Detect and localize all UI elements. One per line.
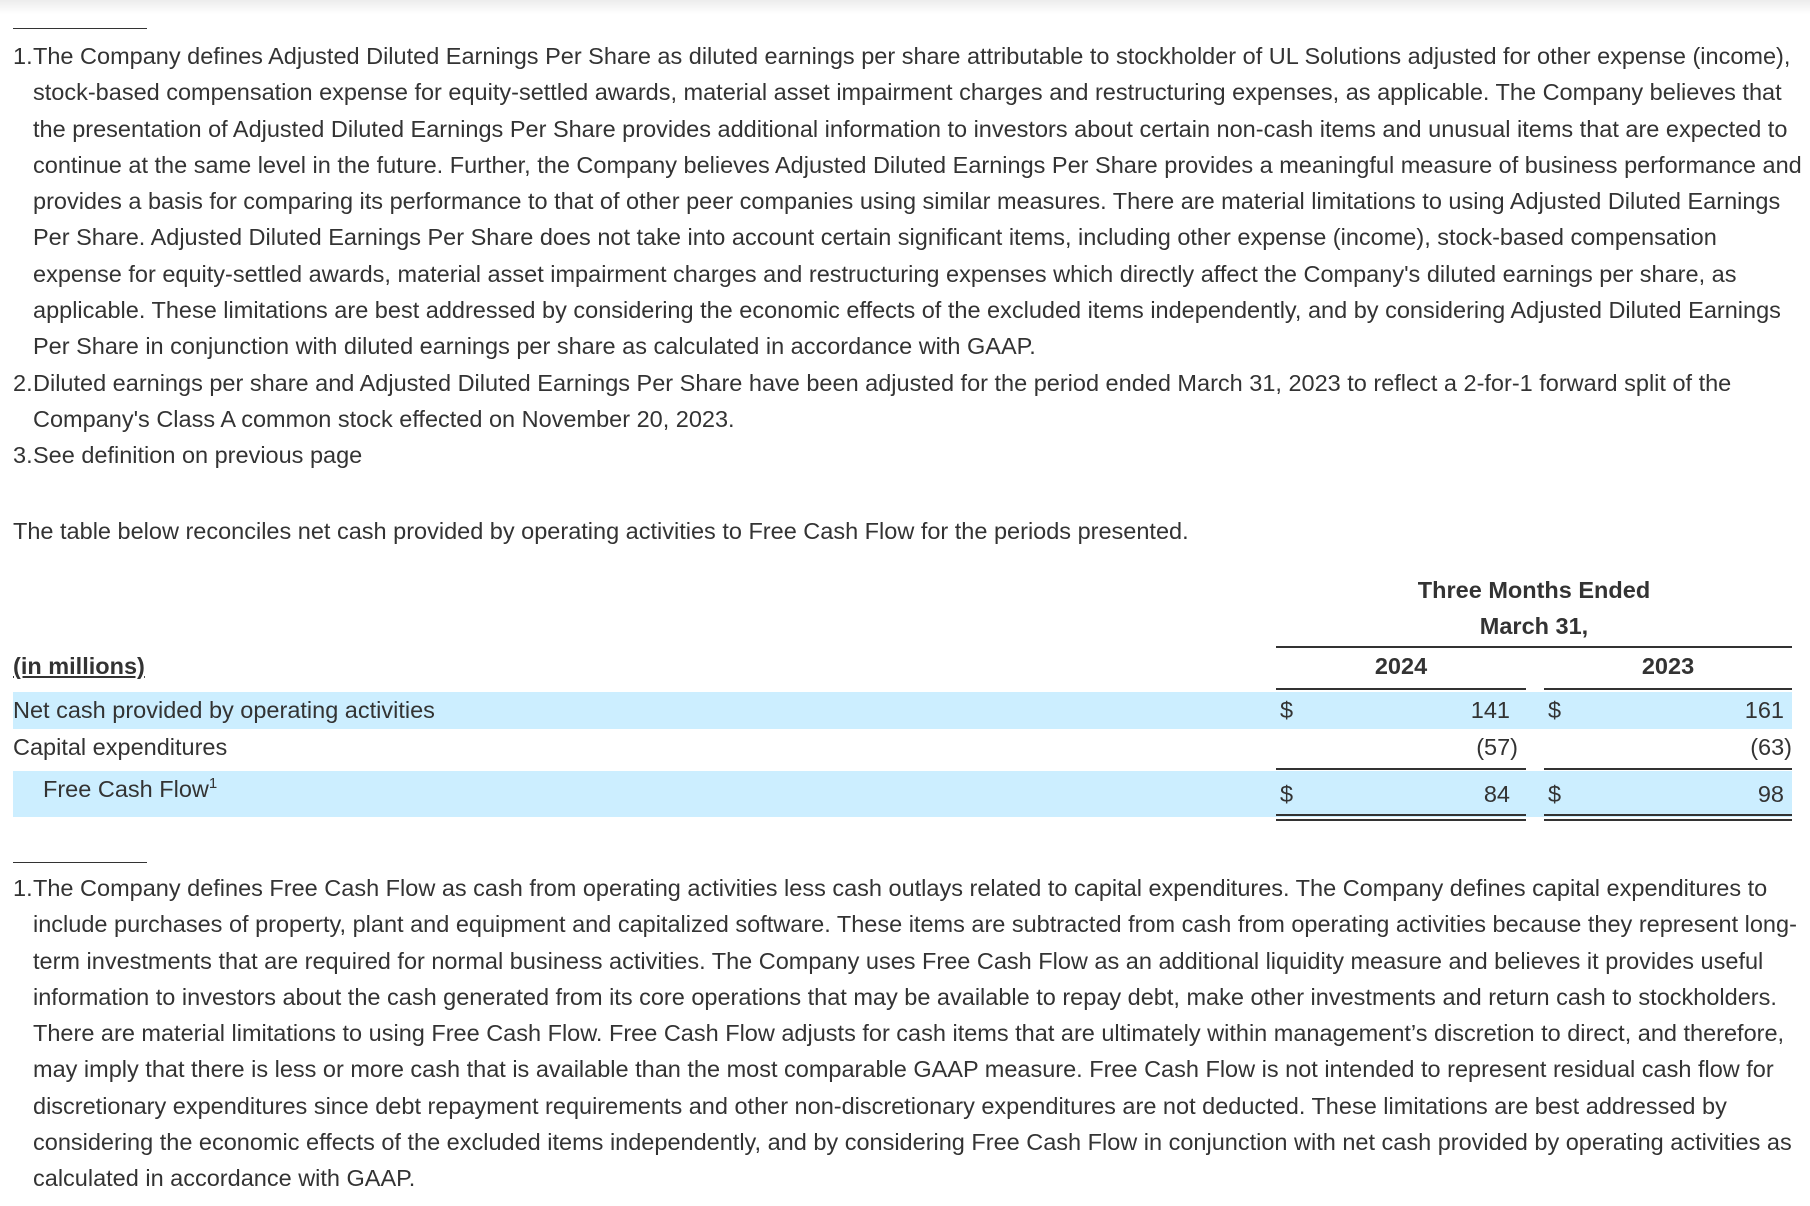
currency-symbol: $ [1548,781,1562,807]
footnote-number: 2. [13,369,33,396]
column-rule-2023 [1544,688,1792,690]
footnote-text: Diluted earnings per share and Adjusted Diluted Earnings Per Share have been adjusted for the period ended March 31, 2023 to reflect a 2-for-1 forward split of the Company's Class A common stock effected on November 20, 2023. [33,369,1732,432]
footnote-item [13,365,1803,438]
footnote-item [13,437,1803,473]
total-double-rule-2024 [1276,814,1526,821]
column-header-2024: 2024 [1374,653,1428,679]
footnote-text: See definition on previous page [33,442,363,469]
currency-symbol: $ [1548,697,1562,723]
subtotal-rule-2024 [1276,768,1526,770]
footnote-number: 3. [13,442,33,469]
row-label: Capital expenditures [13,734,228,760]
value-2024: 141 [1470,697,1510,723]
subtotal-rule-2023 [1544,768,1792,770]
free-cash-flow-label: Free Cash Flow [43,776,209,802]
total-double-rule-2023 [1544,814,1792,821]
table-period-subheader: March 31, [1479,613,1589,639]
value-2023: 161 [1744,697,1784,723]
column-header-2023: 2023 [1641,653,1695,679]
footnote-text: The Company defines Free Cash Flow as cash from operating activities less cash outlays related to capital expenditures. The Company defines capital expenditures to include purchases of property, plant and equipment and capitalized software. These items are subtracted from cash from operating activities because they represent long-term investments that are required for normal business activities. The Company uses Free Cash Flow as an additional liquidity measure and believes it provides useful information to investors about the cash generated from its core operations that may be available to repay debt, make other investments and return cash to stockholders. There are material limitations to using Free Cash Flow. Free Cash Flow adjusts for cash items that are ultimately within management’s discretion to direct, and therefore, may imply that there is less or more cash that is available than the most comparable GAAP measure. Free Cash Flow is not intended to represent residual cash flow for discretionary expenditures since debt repayment requirements and other non-discretionary expenditures are not deducted. These limitations are best addressed by considering the economic effects of the excluded items independently, and by considering Free Cash Flow in conjunction with net cash provided by operating activities as calculated in accordance with GAAP. [33,875,1797,1192]
value-2023: (63) [1750,734,1792,760]
currency-symbol: $ [1280,781,1294,807]
footnotes-fcf [13,870,1803,1197]
top-shadow [0,0,1810,14]
footnote-divider-top [13,28,147,29]
footnote-text: The Company defines Adjusted Diluted Earnings Per Share as diluted earnings per share attributable to stockholder of UL Solutions adjusted for other expense (income), stock-based compensation expense for equity-settled awards, material asset impairment charges and restructuring expenses, as applicable. The Company believes that the presentation of Adjusted Diluted Earnings Per Share provides additional information to investors about certain non-cash items and unusual items that are expected to continue at the same level in the future. Further, the Company believes Adjusted Diluted Earnings Per Share provides a meaningful measure of business performance and provides a basis for comparing its performance to that of other peer companies using similar measures. There are material limitations to using Adjusted Diluted Earnings Per Share. Adjusted Diluted Earnings Per Share does not take into account certain significant items, including other expense (income), stock-based compensation expense for equity-settled awards, material asset impairment charges and restructuring expenses which directly affect the Company's diluted earnings per share, as applicable. These limitations are best addressed by considering the economic effects of the excluded items independently, and by considering Adjusted Diluted Earnings Per Share in conjunction with diluted earnings per share as calculated in accordance with GAAP. [33,43,1802,360]
table-period-header: Three Months Ended [1417,577,1651,603]
value-2023: 98 [1757,781,1784,807]
table-intro-text: The table below reconciles net cash provided by operating activities to Free Cash Flow for the periods presented. [13,518,1189,544]
table-row-total [13,771,1792,817]
row-label: Net cash provided by operating activities [13,697,435,723]
footnote-item [13,870,1803,1197]
value-2024: 84 [1483,781,1510,807]
footnote-item [13,38,1803,365]
units-label: (in millions) [13,653,145,679]
value-2024: (57) [1476,734,1518,760]
footnote-ref: 1 [208,775,218,792]
footnote-number: 1. [13,43,33,69]
footnote-number: 1. [13,875,33,901]
row-label-total [43,771,217,807]
footnotes-eps [13,38,1803,474]
currency-symbol: $ [1280,697,1294,723]
footnote-divider-bottom [13,862,147,863]
column-rule-2024 [1276,688,1526,690]
